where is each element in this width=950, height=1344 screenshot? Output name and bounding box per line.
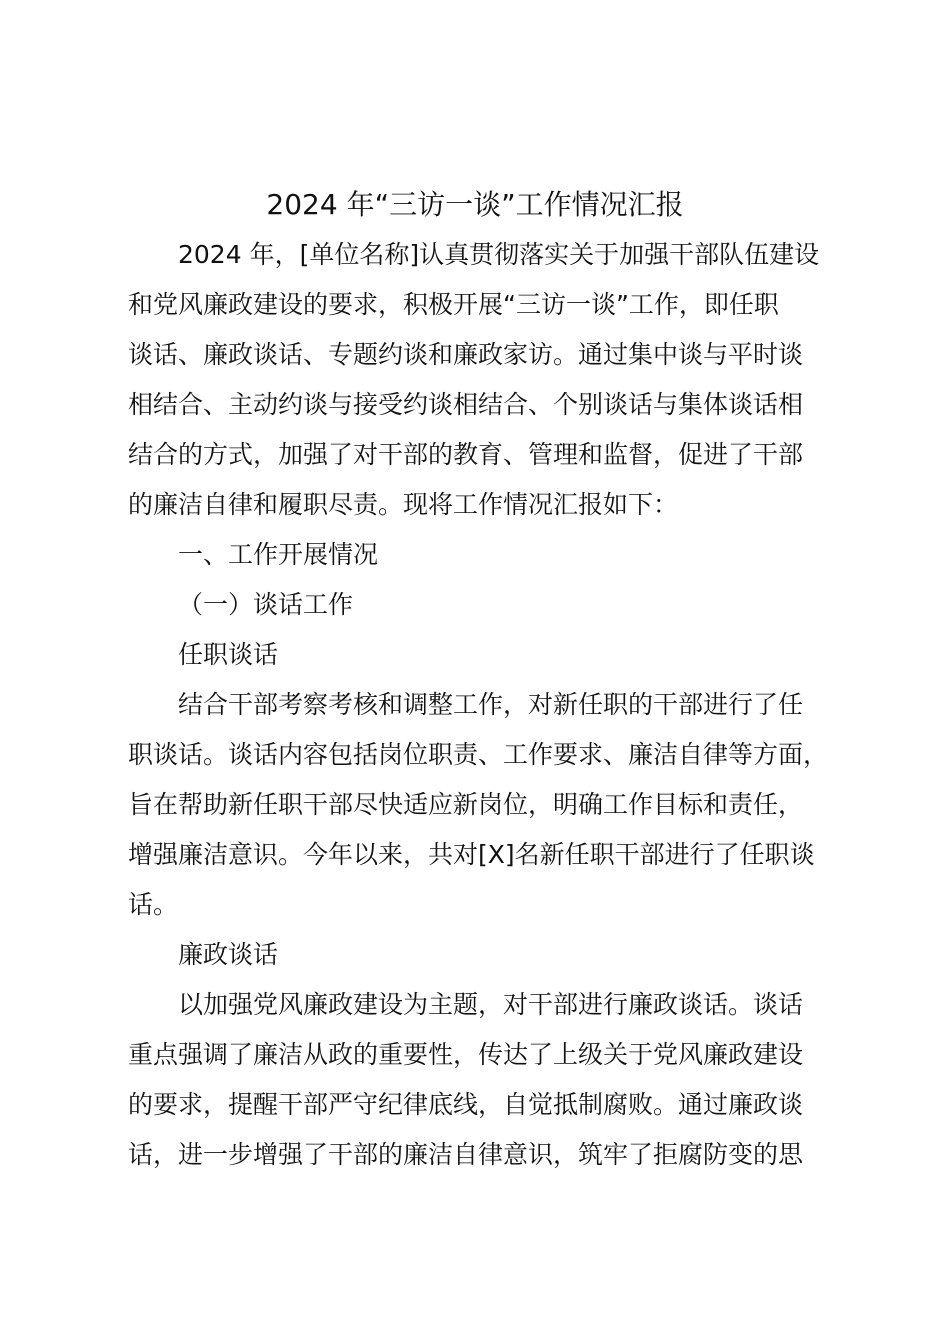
subsection-heading: （一）谈话工作 [178,590,354,619]
paragraph-line: 相结合、主动约谈与接受约谈相结合、个别谈话与集体谈话相 [128,390,804,419]
paragraph-line: 和党风廉政建设的要求，积极开展“三访一谈”工作，即任职 [128,290,779,319]
paragraph-line: 增强廉洁意识。今年以来，共对[X]名新任职干部进行了任职谈 [128,840,815,869]
paragraph-line: 话，进一步增强了干部的廉洁自律意识，筑牢了拒腐防变的思 [128,1140,804,1169]
item-heading: 廉政谈话 [178,940,279,969]
paragraph-line: 旨在帮助新任职干部尽快适应新岗位，明确工作目标和责任， [128,790,804,819]
paragraph-line: 结合干部考察考核和调整工作，对新任职的干部进行了任 [178,690,804,719]
paragraph-line: 的廉洁自律和履职尽责。现将工作情况汇报如下： [128,490,679,519]
item-heading: 任职谈话 [178,640,279,669]
paragraph-line: 谈话、廉政谈话、专题约谈和廉政家访。通过集中谈与平时谈 [128,340,804,369]
paragraph-line: 话。 [128,890,179,919]
paragraph-line: 2024 年，[单位名称]认真贯彻落实关于加强干部队伍建设 [178,240,820,269]
document-title: 2024 年“三访一谈”工作情况汇报 [266,188,684,221]
paragraph-line: 以加强党风廉政建设为主题，对干部进行廉政谈话。谈话 [178,990,804,1019]
paragraph-line: 职谈话。谈话内容包括岗位职责、工作要求、廉洁自律等方面， [128,740,829,769]
section-heading: 一、工作开展情况 [178,540,379,569]
paragraph-line: 结合的方式，加强了对干部的教育、管理和监督，促进了干部 [128,440,804,469]
paragraph-line: 的要求，提醒干部严守纪律底线，自觉抵制腐败。通过廉政谈 [128,1090,804,1119]
paragraph-line: 重点强调了廉洁从政的重要性，传达了上级关于党风廉政建设 [128,1040,804,1069]
